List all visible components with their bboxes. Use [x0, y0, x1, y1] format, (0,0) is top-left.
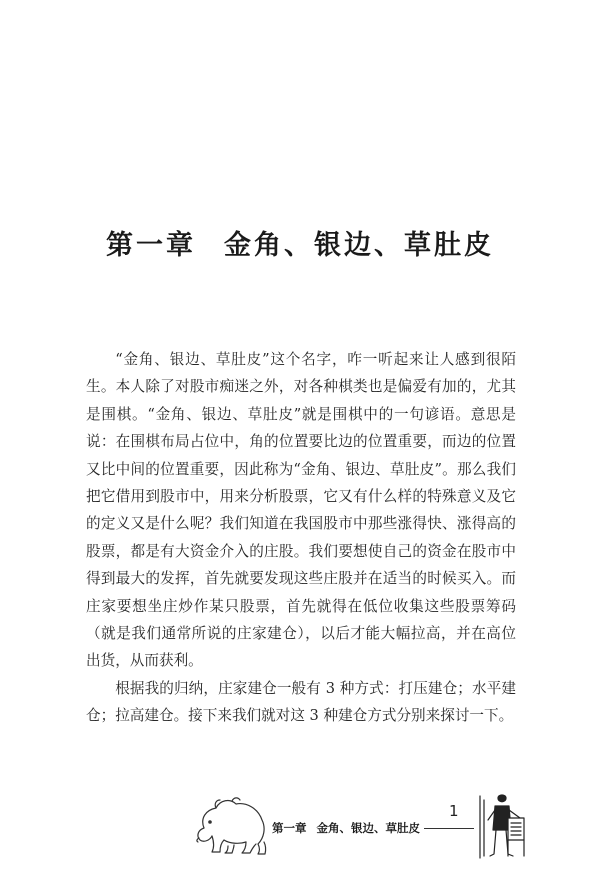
page-footer [0, 780, 600, 880]
footer-chapter-number: 第一章 [272, 821, 307, 835]
footer-chapter-title: 金角、银边、草肚皮 [316, 821, 420, 835]
chapter-number: 第一章 [106, 230, 196, 262]
running-footer [272, 820, 420, 836]
paragraph: “金角、银边、草肚皮”这个名字，咋一听起来让人感到很陌生。本人除了对股市痴迷之外，对各种棋类也是偏爱有加的，尤其是围棋。“金角、银边、草肚皮”就是围棋中的一句谚语。意思是说：在围棋布局占位中，角的位置要比边的位置重要，而边的位置又比中间的位置重要，因此称为“金角、银边、草肚皮”。那么我们把它借用到股市中，用来分析股票，它又有什么样的特殊意义及它的定义又是什么呢？我们知道在我国股市中那些涨得快、涨得高的股票，都是有大资金介入的庄股。我们要想使自己的资金在股市中得到最大的发挥，首先就要发现这些庄股并在适当的时候买入。而庄家要想坐庄炒作某只股票，首先就得在低位收集这些股票筹码（就是我们通常所说的庄家建仓），以后才能大幅拉高，并在高位出货，从而获利。 [86, 351, 516, 670]
man-at-desk-icon [478, 790, 526, 860]
footer-rule [424, 828, 474, 829]
chapter-title [0, 223, 600, 262]
paragraph: 根据我的归纳，庄家建仓一般有 3 种方式：打压建仓；水平建仓；拉高建仓。接下来我们就对这 3 种建仓方式分别来探讨一下。 [86, 679, 516, 725]
chapter-name: 金角、银边、草肚皮 [224, 230, 494, 262]
chapter-body [86, 346, 516, 730]
page-number: 1 [449, 802, 459, 820]
bear-icon [190, 788, 272, 856]
